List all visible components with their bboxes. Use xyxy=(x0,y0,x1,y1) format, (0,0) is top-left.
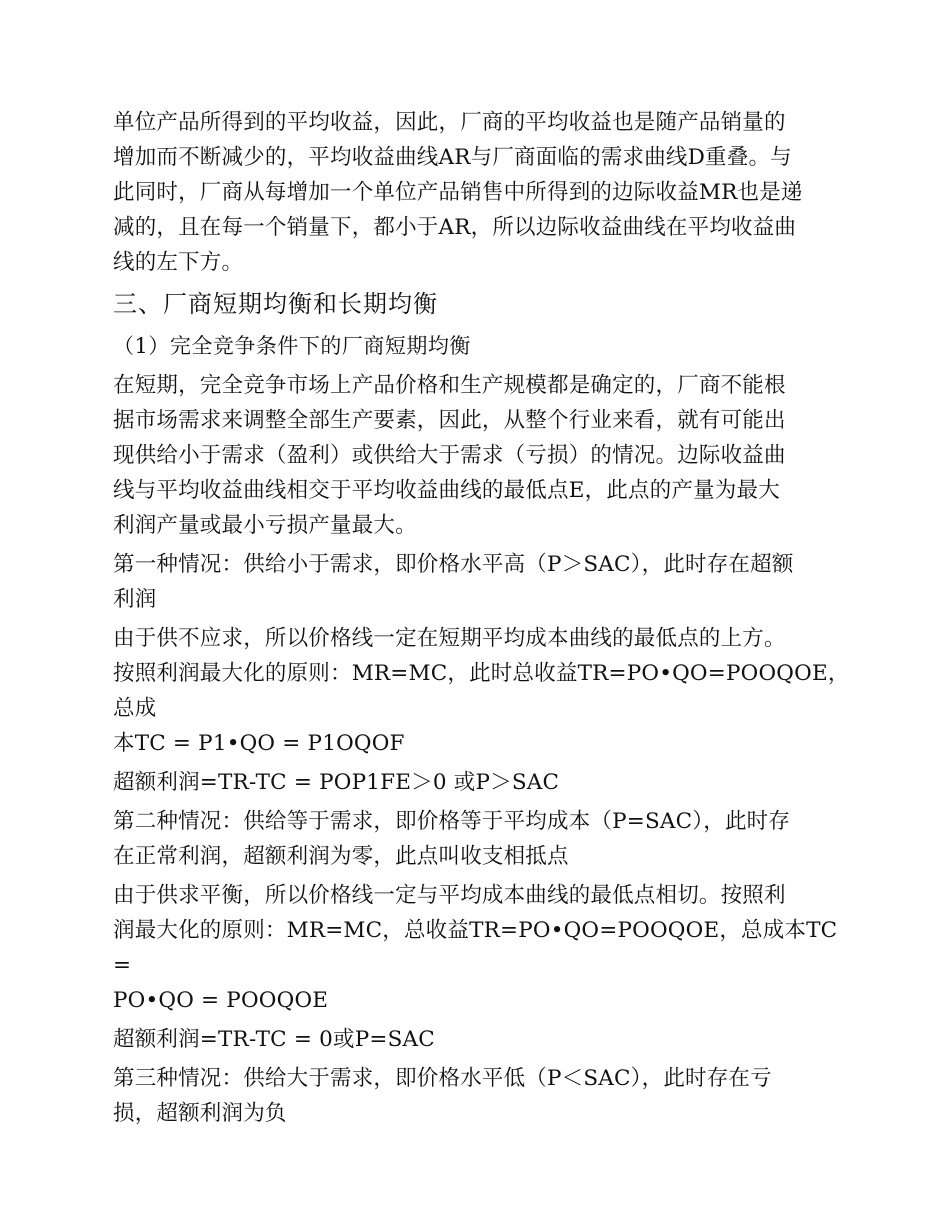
section-heading: 三、厂商短期均衡和长期均衡 xyxy=(113,290,438,318)
case-two-paragraph xyxy=(113,804,853,874)
text-line: 由于供求平衡，所以价格线一定与平均成本曲线的最低点相切。按照利 xyxy=(113,883,786,908)
text-line: 由于供不应求，所以价格线一定在短期平均成本曲线的最低点的上方。 xyxy=(113,626,786,651)
text-line: 单位产品所得到的平均收益，因此，厂商的平均收益也是随产品销量的 xyxy=(113,110,786,135)
text-line: 此同时，厂商从每增加一个单位产品销售中所得到的边际收益MR也是递 xyxy=(113,180,803,205)
text-line: 减的，且在每一个销量下，都小于AR，所以边际收益曲线在平均收益曲 xyxy=(113,215,797,240)
case-three-paragraph xyxy=(113,1061,853,1131)
text-line: 超额利润=TR-TC = 0或P=SAC xyxy=(113,1027,435,1052)
text-line: 第一种情况：供给小于需求，即价格水平高（P＞SAC），此时存在超额 xyxy=(113,552,794,577)
text-line: 在短期，完全竞争市场上产品价格和生产规模都是确定的，厂商不能根 xyxy=(113,373,786,398)
text-line: PO•QO = POOQOE xyxy=(113,988,329,1013)
case-two-explanation xyxy=(113,878,853,1018)
body-paragraph xyxy=(113,368,853,543)
text-line: 利润产量或最小亏损产量最大。 xyxy=(113,513,417,538)
document-page xyxy=(113,105,853,1135)
text-line: 线与平均收益曲线相交于平均收益曲线的最低点E，此点的产量为最大 xyxy=(113,478,780,503)
case-one-paragraph xyxy=(113,547,853,617)
text-line: 现供给小于需求（盈利）或供给大于需求（亏损）的情况。边际收益曲 xyxy=(113,443,786,468)
text-line: 超额利润=TR-TC = POP1FE＞0 或P＞SAC xyxy=(113,770,560,795)
text-line: 利润 xyxy=(113,587,157,612)
intro-paragraph xyxy=(113,105,853,280)
text-line: 损，超额利润为负 xyxy=(113,1101,287,1126)
case-one-explanation xyxy=(113,621,853,761)
text-line: 第二种情况：供给等于需求，即价格等于平均成本（P=SAC），此时存 xyxy=(113,809,791,834)
text-line: 在正常利润，超额利润为零，此点叫收支相抵点 xyxy=(113,844,569,869)
subsection-heading: （1）完全竞争条件下的厂商短期均衡 xyxy=(113,334,471,358)
text-line: 按照利润最大化的原则：MR=MC，此时总收益TR=PO•QO=POOQOE，总成 xyxy=(113,661,850,721)
text-line: 据市场需求来调整全部生产要素，因此，从整个行业来看，就有可能出 xyxy=(113,408,786,433)
case-one-formula xyxy=(113,765,853,800)
text-line: 润最大化的原则：MR=MC，总收益TR=PO•QO=POOQOE，总成本TC = xyxy=(113,918,838,978)
text-line: 本TC = P1•QO = P1OQOF xyxy=(113,731,405,756)
text-line: 线的左下方。 xyxy=(113,250,244,275)
text-line: 第三种情况：供给大于需求，即价格水平低（P＜SAC），此时存在亏 xyxy=(113,1066,772,1091)
case-two-formula xyxy=(113,1022,853,1057)
text-line: 增加而不断减少的，平均收益曲线AR与厂商面临的需求曲线D重叠。与 xyxy=(113,145,792,170)
